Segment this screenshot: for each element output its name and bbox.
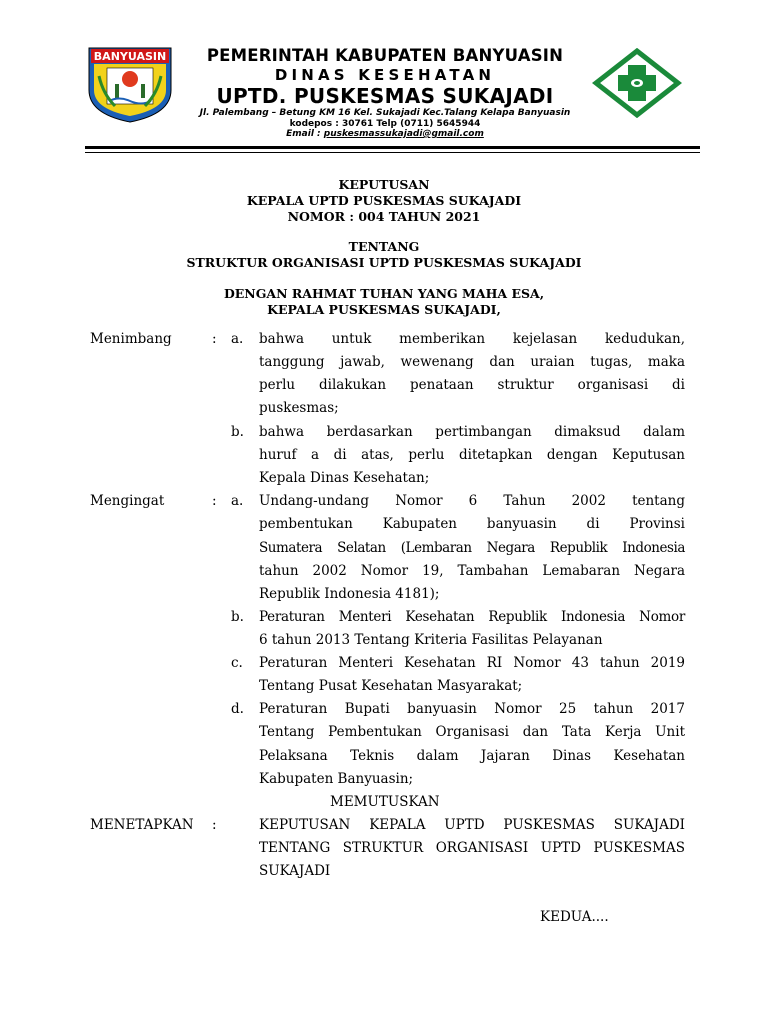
mengingat-a-line: Undang-undang Nomor 6 Tahun 2002 tentang xyxy=(259,493,685,509)
menimbang-b-marker: b. xyxy=(231,424,244,440)
mengingat-d-line: Tentang Pembentukan Organisasi dan Tata Kerja Unit xyxy=(259,724,685,740)
title-subject: STRUKTUR ORGANISASI UPTD PUSKESMAS SUKAJADI xyxy=(186,255,582,270)
mengingat-label: Mengingat xyxy=(90,493,165,509)
mengingat-d-line: Peraturan Bupati banyuasin Nomor 25 tahun 2017 xyxy=(259,701,685,717)
mengingat-colon: : xyxy=(212,493,217,509)
menimbang-a-line: bahwa untuk memberikan kejelasan kedudukan, xyxy=(259,331,685,347)
next-page-marker: KEDUA.... xyxy=(540,909,609,925)
menimbang-b-line: huruf a di atas, perlu ditetapkan dengan Keputusan xyxy=(259,447,685,463)
menetapkan-line: TENTANG STRUKTUR ORGANISASI UPTD PUSKESMAS xyxy=(259,840,685,856)
letterhead-email-line xyxy=(180,129,590,139)
mengingat-c-marker: c. xyxy=(231,655,243,671)
menimbang-a-line: puskesmas; xyxy=(259,400,339,416)
mengingat-b-line: Peraturan Menteri Kesehatan Republik Indonesia Nomor xyxy=(259,609,685,625)
mengingat-a-line: tahun 2002 Nomor 19, Tambahan Lemabaran Negara xyxy=(259,563,685,579)
letterhead-rule-thin xyxy=(85,152,700,153)
banyuasin-logo xyxy=(85,46,175,124)
letterhead-address: Jl. Palembang – Betung KM 16 Kel. Sukajadi Kec.Talang Kelapa Banyuasin xyxy=(199,108,571,118)
letterhead-line1: PEMERINTAH KABUPATEN BANYUASIN xyxy=(206,46,564,65)
mengingat-d-marker: d. xyxy=(231,701,244,717)
title-nomor: NOMOR : 004 TAHUN 2021 xyxy=(287,209,481,224)
menimbang-label: Menimbang xyxy=(90,331,172,347)
menimbang-a-marker: a. xyxy=(231,331,244,347)
menetapkan-colon: : xyxy=(212,817,217,833)
letterhead-rule-thick xyxy=(85,146,700,149)
title-kepala: KEPALA UPTD PUSKESMAS SUKAJADI xyxy=(246,193,522,208)
mengingat-a-line: Republik Indonesia 4181); xyxy=(259,586,440,602)
letterhead-line3: UPTD. PUSKESMAS SUKAJADI xyxy=(216,84,554,108)
logo-left-text: BANYUASIN xyxy=(93,50,167,63)
title-rahmat: DENGAN RAHMAT TUHAN YANG MAHA ESA, xyxy=(223,286,545,301)
menetapkan-line: KEPUTUSAN KEPALA UPTD PUSKESMAS SUKAJADI xyxy=(259,817,685,833)
menimbang-colon: : xyxy=(212,331,217,347)
menimbang-a-line: tanggung jawab, wewenang dan uraian tugas, maka xyxy=(259,354,685,370)
mengingat-c-line: Tentang Pusat Kesehatan Masyarakat; xyxy=(259,678,523,694)
email-link[interactable]: puskesmassukajadi@gmail.com xyxy=(323,129,484,139)
mengingat-d-line: Kabupaten Banyuasin; xyxy=(259,771,414,787)
menimbang-b-line: bahwa berdasarkan pertimbangan dimaksud dalam xyxy=(259,424,685,440)
title-tentang: TENTANG xyxy=(348,239,420,254)
menimbang-b-line: Kepala Dinas Kesehatan; xyxy=(259,470,430,486)
mengingat-c-line: Peraturan Menteri Kesehatan RI Nomor 43 tahun 2019 xyxy=(259,655,685,671)
memutuskan-heading: MEMUTUSKAN xyxy=(330,794,440,810)
title-kepala-puskesmas: KEPALA PUSKESMAS SUKAJADI, xyxy=(267,302,501,317)
title-keputusan: KEPUTUSAN xyxy=(338,177,430,192)
mengingat-d-line: Pelaksana Teknis dalam Jajaran Dinas Kesehatan xyxy=(259,748,685,764)
mengingat-a-line: pembentukan Kabupaten banyuasin di Provinsi xyxy=(259,516,685,532)
letterhead-line2: DINAS KESEHATAN xyxy=(274,66,496,84)
mengingat-b-marker: b. xyxy=(231,609,244,625)
email-label: Email : xyxy=(286,129,324,139)
letterhead-contact: kodepos : 30761 Telp (0711) 5645944 xyxy=(289,119,481,129)
menetapkan-line: SUKAJADI xyxy=(259,863,331,879)
mengingat-a-line: Sumatera Selatan (Lembaran Negara Republik Indonesia xyxy=(259,540,685,556)
mengingat-b-line: 6 tahun 2013 Tentang Kriteria Fasilitas Pelayanan xyxy=(259,632,603,648)
menimbang-a-line: perlu dilakukan penataan struktur organisasi di xyxy=(259,377,685,393)
mengingat-a-marker: a. xyxy=(231,493,244,509)
health-cross-logo xyxy=(592,48,682,118)
menetapkan-label: MENETAPKAN xyxy=(90,817,194,833)
